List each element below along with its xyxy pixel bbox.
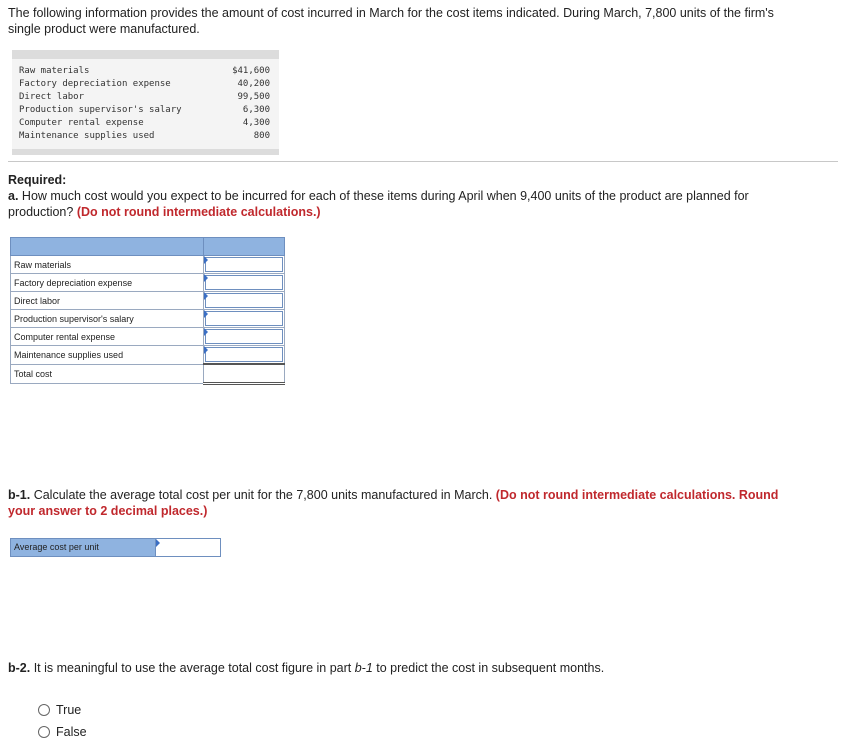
cost-item-input[interactable] bbox=[204, 328, 285, 346]
radio-circle-icon bbox=[38, 704, 50, 716]
cost-item-label: Computer rental expense bbox=[11, 328, 204, 346]
radio-true-label: True bbox=[56, 703, 82, 717]
table-header bbox=[11, 238, 285, 256]
table-row bbox=[11, 256, 285, 274]
table-row bbox=[11, 328, 285, 346]
average-cost-label: Average cost per unit bbox=[10, 538, 156, 557]
given-row bbox=[12, 91, 279, 104]
input-marker-icon bbox=[204, 274, 208, 282]
average-cost-row bbox=[10, 538, 221, 557]
input-marker-icon bbox=[204, 328, 208, 336]
total-cost-value bbox=[204, 364, 285, 384]
given-row bbox=[12, 65, 279, 78]
part-b1-question: Calculate the average total cost per unit for the 7,800 units manufactured in March. bbox=[30, 488, 496, 502]
input-marker-icon bbox=[204, 346, 208, 354]
table-row bbox=[11, 310, 285, 328]
given-label: Computer rental expense bbox=[19, 118, 144, 128]
table-row bbox=[11, 292, 285, 310]
given-label: Direct labor bbox=[19, 92, 85, 102]
given-label: Maintenance supplies used bbox=[19, 131, 155, 141]
input-box[interactable] bbox=[205, 329, 283, 344]
given-value: 6,300 bbox=[242, 105, 270, 115]
divider bbox=[8, 161, 838, 162]
part-b2-label: b-2. bbox=[8, 661, 31, 675]
cost-item-input[interactable] bbox=[204, 346, 285, 365]
average-cost-input[interactable] bbox=[155, 538, 221, 557]
radio-false-label: False bbox=[56, 725, 87, 739]
radio-false[interactable] bbox=[38, 725, 87, 739]
intro-text: The following information provides the amount of cost incurred in March for the cost items indicated. During March, 7,800 units of the firm's single product were manufactured. bbox=[8, 6, 774, 36]
cost-item-input[interactable] bbox=[204, 274, 285, 292]
table-row bbox=[11, 346, 285, 365]
input-marker-icon bbox=[156, 539, 160, 547]
input-marker-icon bbox=[204, 292, 208, 300]
given-value: $41,600 bbox=[232, 66, 270, 76]
part-b2-text-before: It is meaningful to use the average total cost figure in part bbox=[30, 661, 355, 675]
part-a-note: (Do not round intermediate calculations.) bbox=[76, 205, 321, 219]
cost-item-input[interactable] bbox=[204, 256, 285, 274]
radio-circle-icon bbox=[38, 726, 50, 738]
requirement-b2 bbox=[8, 660, 798, 676]
cost-table bbox=[10, 237, 285, 385]
given-label: Raw materials bbox=[19, 66, 90, 76]
requirement-a bbox=[8, 172, 788, 220]
given-value: 4,300 bbox=[242, 118, 270, 128]
input-marker-icon bbox=[204, 256, 208, 264]
radio-true[interactable] bbox=[38, 703, 81, 717]
part-a-question: How much cost would you expect to be incurred for each of these items during April when 9,400 units of the product are planned for production? bbox=[8, 189, 749, 219]
requirement-b1 bbox=[8, 487, 798, 519]
given-value: 800 bbox=[253, 131, 270, 141]
input-box[interactable] bbox=[205, 257, 283, 272]
given-row bbox=[12, 117, 279, 130]
part-a-label: a. bbox=[8, 189, 19, 203]
total-row bbox=[11, 364, 285, 384]
total-cost-label: Total cost bbox=[11, 364, 204, 384]
cost-item-label: Raw materials bbox=[11, 256, 204, 274]
given-row bbox=[12, 104, 279, 117]
input-box[interactable] bbox=[205, 275, 283, 290]
given-value: 99,500 bbox=[237, 92, 270, 102]
required-heading: Required: bbox=[8, 173, 67, 187]
input-box[interactable] bbox=[205, 311, 283, 326]
part-b1-note: (Do not round intermediate calculations. Round your answer to 2 decimal places.) bbox=[8, 488, 779, 518]
cost-item-label: Direct labor bbox=[11, 292, 204, 310]
table-row bbox=[11, 274, 285, 292]
part-b2-text-after: to predict the cost in subsequent months. bbox=[372, 661, 605, 675]
cost-item-input[interactable] bbox=[204, 292, 285, 310]
given-label: Production supervisor's salary bbox=[19, 105, 182, 115]
part-b1-label: b-1. bbox=[8, 488, 31, 502]
input-marker-icon bbox=[204, 310, 208, 318]
cost-item-label: Factory depreciation expense bbox=[11, 274, 204, 292]
part-b2-ref: b-1 bbox=[354, 661, 373, 675]
input-box[interactable] bbox=[205, 293, 283, 308]
given-label: Factory depreciation expense bbox=[19, 79, 171, 89]
cost-item-label: Production supervisor's salary bbox=[11, 310, 204, 328]
cost-item-input[interactable] bbox=[204, 310, 285, 328]
input-box[interactable] bbox=[205, 347, 283, 362]
given-data-list bbox=[12, 59, 279, 149]
cost-item-label: Maintenance supplies used bbox=[11, 346, 204, 365]
given-row bbox=[12, 130, 279, 143]
given-data-panel bbox=[12, 50, 279, 150]
given-value: 40,200 bbox=[237, 79, 270, 89]
given-row bbox=[12, 78, 279, 91]
